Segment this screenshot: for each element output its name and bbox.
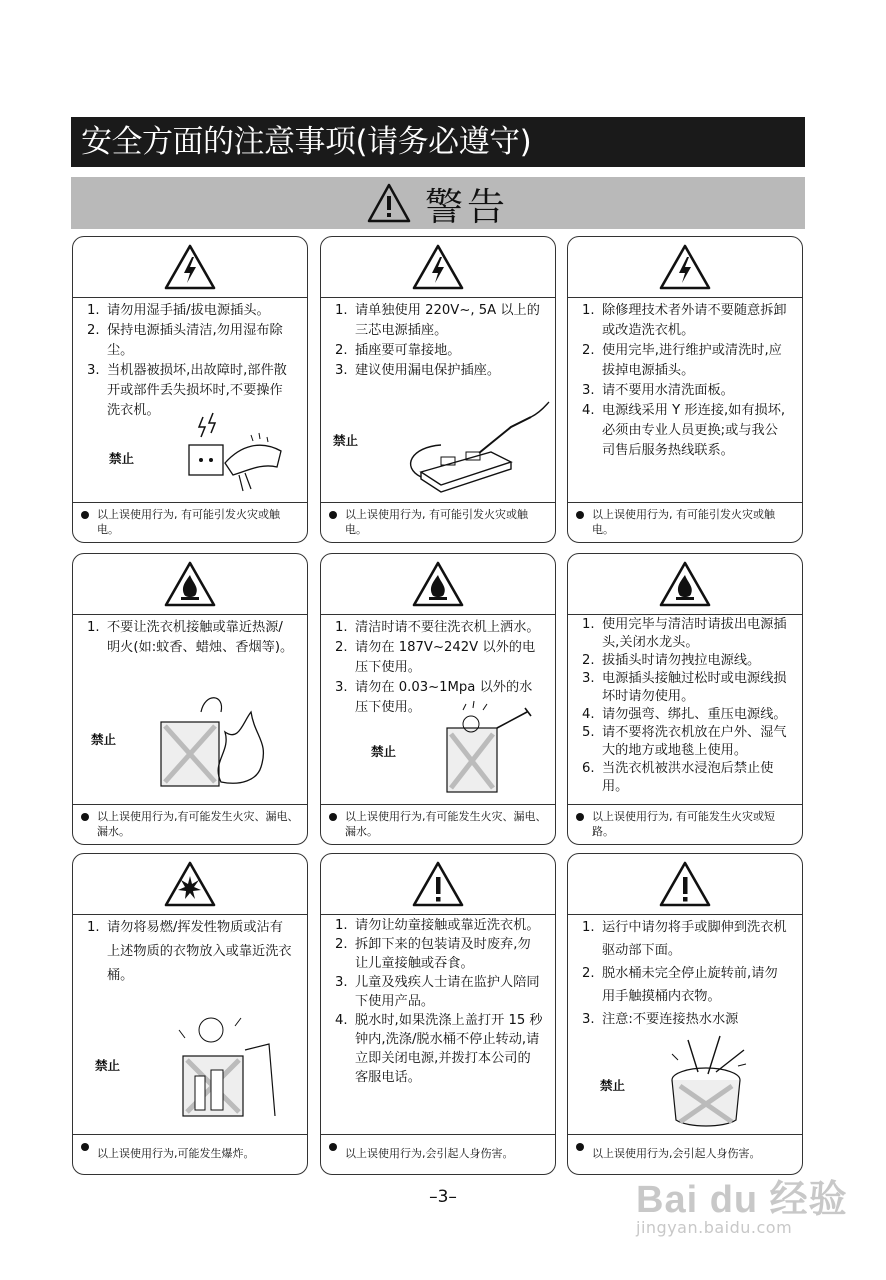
panel-footer: 以上误使用行为, 有可能引发火灾或触电。 [73, 502, 307, 542]
panel-footer: 以上误使用行为, 有可能引发火灾或触电。 [321, 502, 555, 542]
list-item: 2. 使用完毕,进行维护或清洗时,应拔掉电源插头。 [582, 343, 782, 378]
watermark-brand: Bai du 经验 [636, 1179, 848, 1221]
panel-footer: 以上误使用行为,会引起人身伤害。 [321, 1134, 555, 1174]
list-item: 3. 电源插头接触过松时或电源线损坏时请勿使用。 [582, 671, 787, 704]
forbid-label: 禁止 [333, 433, 359, 448]
baidu-watermark [636, 1168, 876, 1248]
warning-panel-8 [320, 853, 556, 1175]
warning-panel-5 [320, 553, 556, 845]
fire-icon [163, 560, 217, 608]
list-item: 1. 请单独使用 220V~, 5A 以上的三芯电源插座。 [335, 303, 540, 338]
list-item: 3. 当机器被损坏,出故障时,部件散开或部件丢失损坏时,不要操作洗衣机。 [87, 363, 287, 418]
page-number: –3– [429, 1187, 457, 1207]
forbid-label: 禁止 [91, 732, 117, 747]
list-item: 2. 拆卸下来的包装请及时废弃,勿让儿童接触或吞食。 [335, 937, 531, 971]
warning-panel-6 [567, 553, 803, 845]
forbid-label: 禁止 [95, 1058, 121, 1073]
list-item: 3. 请勿在 0.03~1Mpa 以外的水压下使用。 [335, 680, 533, 715]
warning-panel-1 [72, 236, 308, 543]
power-strip-illustration [401, 397, 551, 497]
forbid-label: 禁止 [371, 744, 397, 759]
panel-footer: 以上误使用行为,有可能发生火灾、漏电、漏水。 [73, 804, 307, 844]
warning-panel-9 [567, 853, 803, 1175]
fire-icon [411, 560, 465, 608]
forbid-label: 禁止 [600, 1078, 626, 1093]
list-item: 2. 插座要可靠接地。 [335, 343, 461, 358]
exclamation-icon [411, 860, 465, 908]
warning-panel-3 [567, 236, 803, 543]
forbid-label: 禁止 [109, 451, 135, 466]
warning-triangle-icon [367, 183, 411, 223]
warning-label: 警告 [424, 184, 509, 229]
list-item: 3. 建议使用漏电保护插座。 [335, 363, 501, 378]
list-item: 4. 电源线采用 Y 形连接,如有损坏,必须由专业人员更换;或与我公司售后服务热线联系。 [582, 403, 786, 458]
list-item: 4. 请勿强弯、绑扎、重压电源线。 [582, 707, 787, 722]
list-item: 1. 清洁时请不要往洗衣机上洒水。 [335, 620, 540, 635]
list-item: 2. 脱水桶未完全停止旋转前,请勿用手触摸桶内衣物。 [582, 966, 778, 1004]
panel-footer: 以上误使用行为,有可能发生火灾、漏电、漏水。 [321, 804, 555, 844]
list-item: 4. 脱水时,如果洗涤上盖打开 15 秒钟内,洗涤/脱水桶不停止转动,请立即关闭电源,并拨打本公司的客服电话。 [335, 1013, 543, 1085]
electric-shock-icon [163, 243, 217, 291]
panel-footer: 以上误使用行为,会引起人身伤害。 [568, 1134, 802, 1174]
watermark-url: jingyan.baidu.com [636, 1218, 793, 1237]
electric-shock-icon [658, 243, 712, 291]
panel-footer: 以上误使用行为, 有可能发生火灾或短路。 [568, 804, 802, 844]
list-item: 3. 儿童及残疾人士请在监护人陪同下使用产品。 [335, 975, 540, 1009]
list-item: 2. 保持电源插头清洁,勿用湿布除尘。 [87, 323, 283, 358]
list-item: 1. 请勿将易燃/挥发性物质或沾有上述物质的衣物放入或靠近洗衣桶。 [87, 920, 292, 983]
list-item: 1. 运行中请勿将手或脚伸到洗衣机驱动部下面。 [582, 920, 787, 958]
warning-panel-2 [320, 236, 556, 543]
list-item: 1. 除修理技术者外请不要随意拆卸或改造洗衣机。 [582, 303, 787, 338]
list-item: 1. 请勿用湿手插/拔电源插头。 [87, 303, 270, 318]
exclamation-icon [658, 860, 712, 908]
list-item: 1. 使用完毕与清洁时请拔出电源插头,关闭水龙头。 [582, 617, 787, 650]
water-spray-illustration [433, 698, 533, 798]
list-item: 1. 请勿让幼童接触或靠近洗衣机。 [335, 918, 540, 933]
explosion-icon [163, 860, 217, 908]
list-item: 2. 拔插头时请勿拽拉电源线。 [582, 653, 761, 668]
warning-panel-4 [72, 553, 308, 845]
electric-shock-icon [411, 243, 465, 291]
list-item: 2. 请勿在 187V~242V 以外的电压下使用。 [335, 640, 536, 675]
warning-panel-7 [72, 853, 308, 1175]
list-item: 3. 请不要用水清洗面板。 [582, 383, 734, 398]
list-item: 5. 请不要将洗衣机放在户外、湿气大的地方或地毯上使用。 [582, 725, 787, 758]
warning-banner [71, 177, 805, 229]
spinning-drum-illustration [658, 1030, 758, 1130]
flammable-bottles-illustration [165, 1010, 285, 1120]
list-item: 1. 不要让洗衣机接触或靠近热源/明火(如:蚊香、蜡烛、香烟等)。 [87, 620, 294, 655]
panel-footer: 以上误使用行为, 有可能引发火灾或触电。 [568, 502, 802, 542]
panel-footer: 以上误使用行为,可能发生爆炸。 [73, 1134, 307, 1174]
page-title: 安全方面的注意事项(请务必遵守) [71, 117, 805, 167]
wet-hand-plug-illustration [181, 405, 291, 495]
fire-near-machine-illustration [151, 682, 271, 792]
list-item: 6. 当洗衣机被洪水浸泡后禁止使用。 [582, 761, 774, 794]
fire-icon [658, 560, 712, 608]
list-item: 3. 注意:不要连接热水水源 [582, 1012, 739, 1027]
